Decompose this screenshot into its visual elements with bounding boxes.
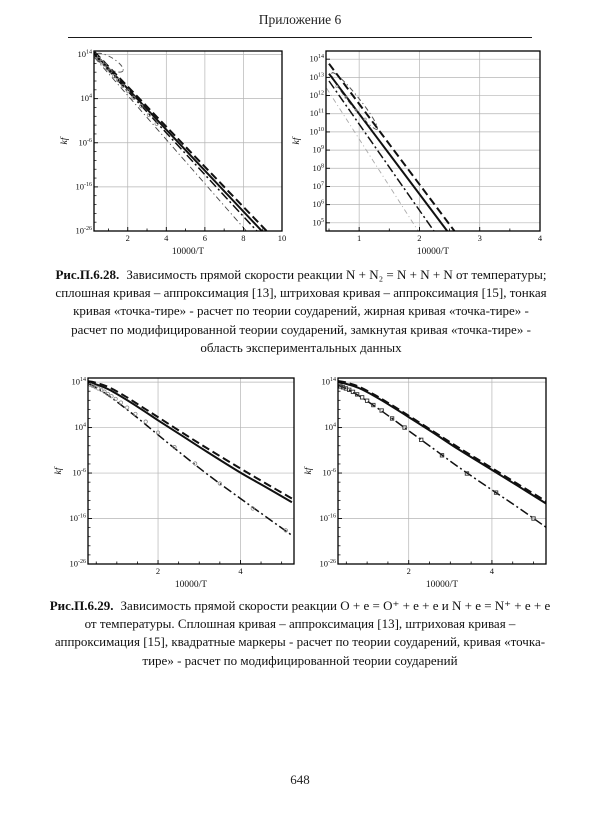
svg-text:10000/T: 10000/T	[174, 580, 208, 590]
chart-fig-p6-28-right	[290, 45, 548, 263]
svg-text:3: 3	[477, 233, 482, 243]
svg-text:4: 4	[489, 566, 495, 576]
svg-text:10: 10	[277, 233, 287, 243]
figure-label-28: Рис.П.6.28.	[55, 267, 120, 282]
svg-text:kf: kf	[60, 137, 70, 145]
svg-text:104: $10^4$	[80, 93, 92, 104]
svg-text:10-6: $10^{-6}$	[78, 137, 92, 148]
svg-text:107: $10^7$	[312, 180, 324, 191]
svg-text:1011: $10^{11}$	[309, 108, 324, 119]
svg-text:1: 1	[357, 233, 362, 243]
svg-text:4: 4	[238, 566, 243, 576]
svg-text:1014: $10^{14}$	[321, 376, 336, 387]
svg-text:10000/T: 10000/T	[425, 580, 459, 590]
svg-text:10-16: $10^{-16}$	[319, 513, 336, 524]
svg-text:10000/T: 10000/T	[416, 247, 450, 257]
svg-text:10-6: $10^{-6}$	[72, 467, 86, 478]
header-title: Приложение 6	[258, 12, 342, 27]
svg-text:kf: kf	[54, 467, 64, 475]
figure-caption-28	[55, 266, 547, 357]
svg-text:10-16: $10^{-16}$	[75, 181, 92, 192]
svg-text:106: $10^6$	[312, 199, 324, 210]
svg-text:10-26: $10^{-26}$	[75, 225, 92, 236]
svg-text:4: 4	[537, 233, 543, 243]
svg-text:108: $10^8$	[312, 162, 324, 173]
page-number: 648	[290, 772, 310, 787]
svg-text:2: 2	[417, 233, 422, 243]
svg-text:2: 2	[125, 233, 130, 243]
chart-fig-p6-29-left	[52, 372, 302, 596]
svg-text:10-26: $10^{-26}$	[319, 558, 336, 569]
figure-label-29: Рис.П.6.29.	[49, 598, 114, 613]
figure-caption-text-29: Зависимость прямой скорости реакции O + e = O⁺ + e + e и N + e = N⁺ + e + e от температуры. Сплошная кривая – аппроксимация [13], штриховая кривая – аппроксимация [15], квадратные маркеры - расчет по теории соударений, кривая «точка-тире» - расчет по модифицированной теории соударений	[54, 598, 551, 668]
svg-text:4: 4	[164, 233, 169, 243]
svg-text:1013: $10^{13}$	[309, 71, 324, 82]
svg-text:6: 6	[202, 233, 207, 243]
chart-fig-p6-28-left	[58, 45, 290, 263]
svg-text:104: $10^4$	[324, 422, 336, 433]
svg-text:10-16: $10^{-16}$	[69, 513, 86, 524]
chart-fig-p6-29-right	[302, 372, 554, 596]
svg-text:2: 2	[406, 566, 411, 576]
svg-text:10000/T: 10000/T	[171, 247, 205, 257]
figure-caption-text-28: Зависимость прямой скорости реакции N + N₂ = N + N + N от температуры; сплошная кривая – аппроксимация [13], штриховая кривая – аппроксимация [15], тонкая кривая «точка-тире» - расчет по теории соударений, жирная кривая «точка-тире» - расчет по модифицированной теории соударений, замкнутая кривая «точка-тире» - область экспериментальных данных	[55, 267, 547, 355]
svg-text:kf: kf	[292, 137, 302, 145]
svg-text:1010: $10^{10}$	[309, 126, 324, 137]
header-rule	[68, 37, 532, 38]
svg-text:8: 8	[241, 233, 246, 243]
svg-text:1014: $10^{14}$	[77, 49, 92, 60]
svg-text:109: $10^9$	[312, 144, 324, 155]
svg-text:2: 2	[155, 566, 161, 576]
svg-text:104: $10^4$	[74, 422, 86, 433]
svg-text:10-26: $10^{-26}$	[69, 558, 86, 569]
svg-text:1014: $10^{14}$	[71, 376, 86, 387]
svg-text:1014: $10^{14}$	[309, 53, 324, 64]
svg-text:kf: kf	[304, 467, 314, 475]
svg-text:10-6: $10^{-6}$	[322, 467, 336, 478]
svg-text:1012: $10^{12}$	[309, 90, 324, 101]
svg-text:105: $10^5$	[312, 217, 324, 228]
figure-caption-29	[46, 597, 554, 670]
page-header	[0, 12, 600, 28]
